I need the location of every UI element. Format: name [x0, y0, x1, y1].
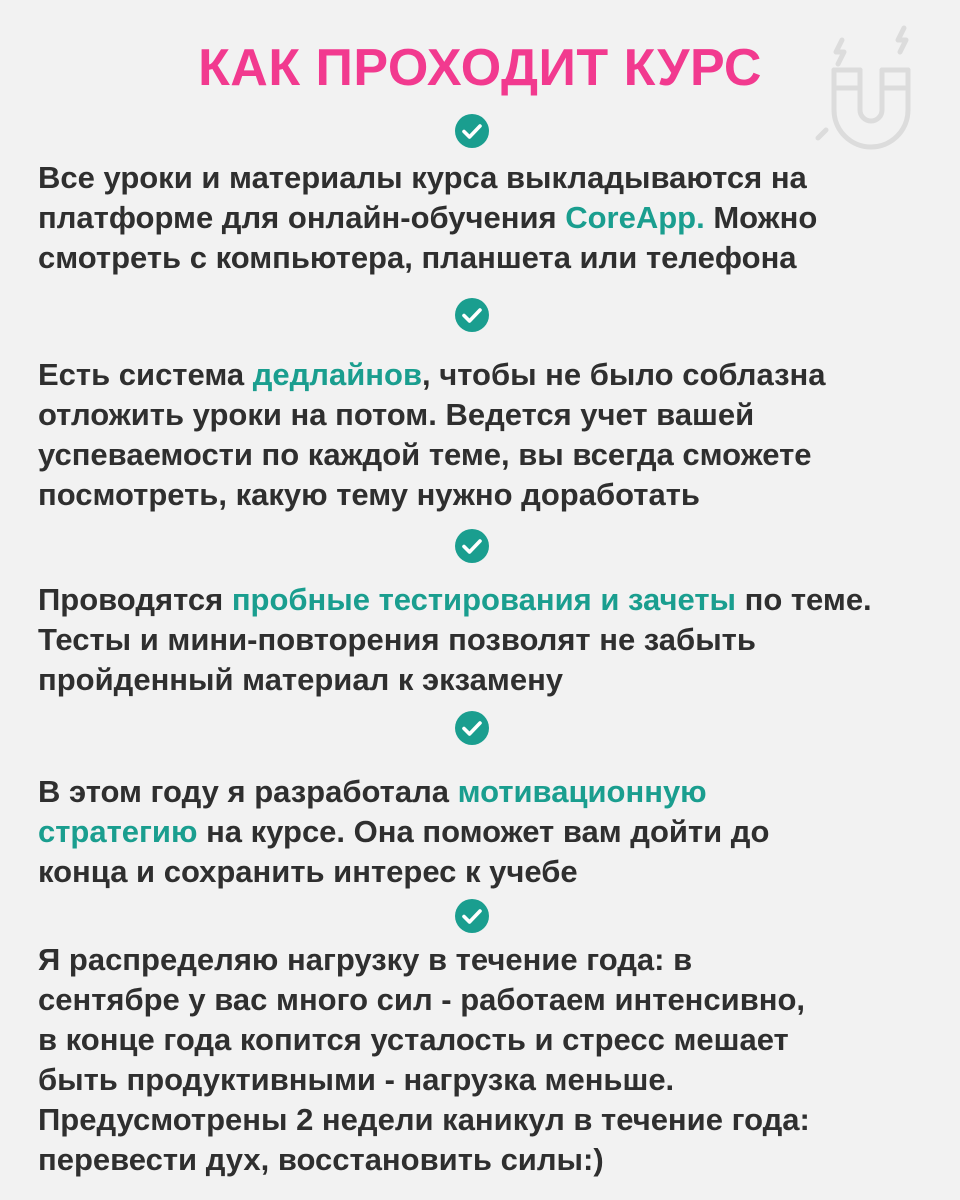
check-circle-icon [454, 898, 490, 934]
highlighted-phrase: CoreApp. [565, 200, 705, 235]
text-line [38, 852, 948, 892]
text-run: сентябре у вас много сил - работаем интенсивно, [38, 982, 806, 1017]
text-run: посмотреть, какую тему нужно доработать [38, 477, 700, 512]
text-run: Я распределяю нагрузку в течение года: в [38, 942, 693, 977]
check-circle-icon [454, 528, 490, 564]
text-run: Есть система [38, 357, 253, 392]
text-block-2 [38, 355, 948, 515]
text-line [38, 1100, 948, 1140]
text-run: смотреть с компьютера, планшета или телефона [38, 240, 797, 275]
highlighted-phrase: дедлайнов [252, 357, 423, 392]
text-run: пройденный материал к экзамену [38, 662, 564, 697]
text-line [38, 1140, 948, 1180]
text-run: конца и сохранить интерес к учебе [38, 854, 578, 889]
text-line [38, 580, 948, 620]
check-circle-icon [454, 710, 490, 746]
magnet-icon [812, 10, 930, 160]
text-run: Предусмотрены 2 недели каникул в течение года: [38, 1102, 810, 1137]
text-run: Все уроки и материалы курса выкладываются на [38, 160, 807, 195]
text-line [38, 198, 948, 238]
text-line [38, 395, 948, 435]
text-run: перевести дух, восстановить силы:) [38, 1142, 604, 1177]
text-line [38, 812, 948, 852]
highlighted-phrase: мотивационную [457, 774, 707, 809]
text-run: по теме. [735, 582, 872, 617]
text-line [38, 660, 948, 700]
text-run: , чтобы не было соблазна [422, 357, 826, 392]
text-block-1 [38, 158, 948, 278]
text-line [38, 1060, 948, 1100]
text-run: отложить уроки на потом. Ведется учет вашей [38, 397, 755, 432]
text-block-4 [38, 772, 948, 892]
text-block-5 [38, 940, 948, 1180]
text-line [38, 475, 948, 515]
text-run: в конце года копится усталость и стресс мешает [38, 1022, 789, 1057]
check-circle-icon [454, 297, 490, 333]
text-line [38, 772, 948, 812]
text-run: успеваемости по каждой теме, вы всегда сможете [38, 437, 812, 472]
text-line [38, 620, 948, 660]
text-run: платформе для онлайн-обучения [38, 200, 566, 235]
text-run: Можно [704, 200, 818, 235]
text-run: Тесты и мини-повторения позволят не забыть [38, 622, 756, 657]
highlighted-phrase: стратегию [38, 814, 198, 849]
highlighted-phrase: пробные тестирования и зачеты [231, 582, 736, 617]
text-line [38, 1020, 948, 1060]
text-run: Проводятся [38, 582, 232, 617]
page-title: КАК ПРОХОДИТ КУРС [198, 39, 762, 97]
text-line [38, 940, 948, 980]
text-run: на курсе. Она поможет вам дойти до [197, 814, 770, 849]
text-line [38, 980, 948, 1020]
text-line [38, 158, 948, 198]
text-run: быть продуктивными - нагрузка меньше. [38, 1062, 675, 1097]
check-circle-icon [454, 113, 490, 149]
text-line [38, 435, 948, 475]
text-block-3 [38, 580, 948, 700]
text-line [38, 238, 948, 278]
text-line [38, 355, 948, 395]
text-run: В этом году я разработала [38, 774, 458, 809]
